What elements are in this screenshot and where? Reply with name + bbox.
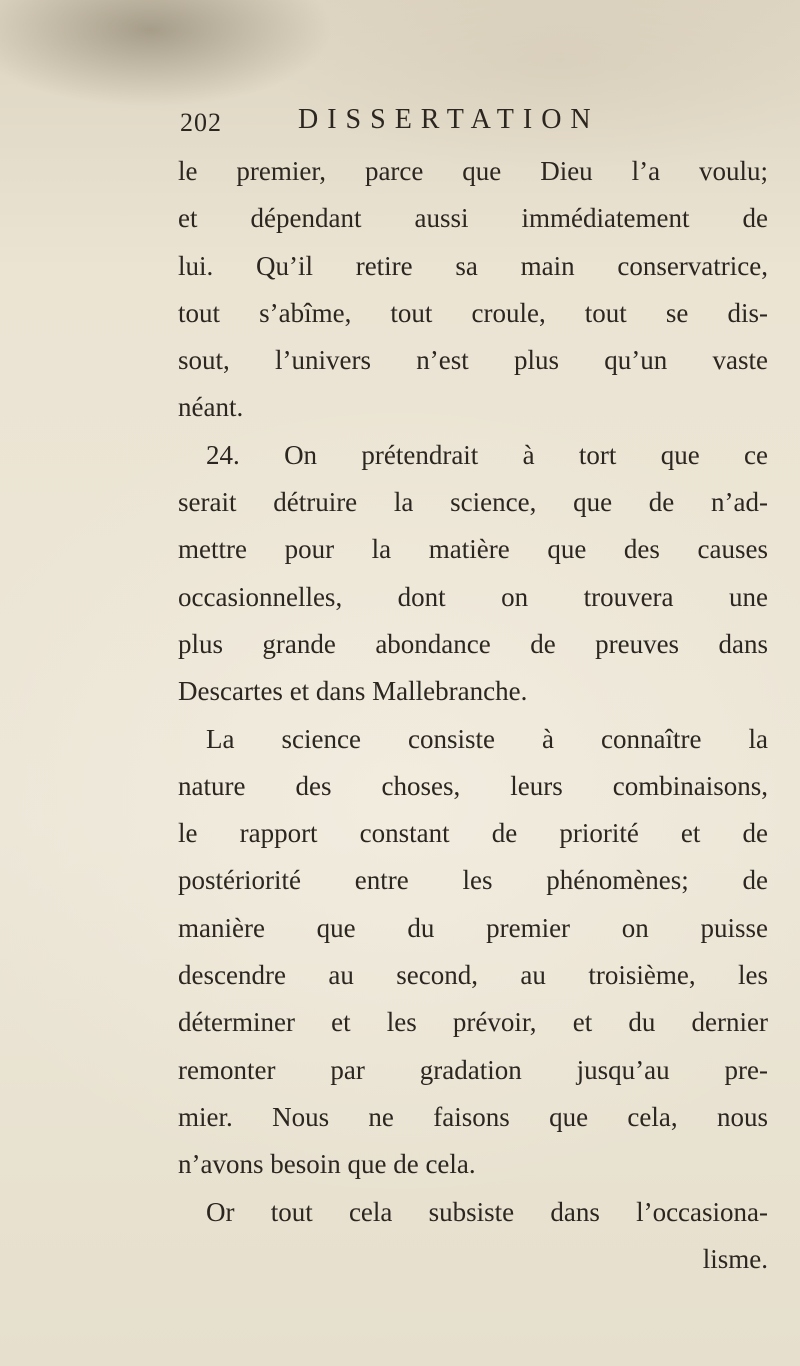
text-line: remonter par gradation jusqu’au pre- <box>178 1054 768 1085</box>
text-line: postériorité entre les phénomènes; de <box>178 865 768 896</box>
text-line: occasionnelles, dont on trouvera une <box>178 581 768 612</box>
text-line: le rapport constant de priorité et de <box>178 818 768 849</box>
paragraph-start: Or tout cela subsiste dans l’occasiona- <box>206 1196 768 1227</box>
text-line: tout s’abîme, tout croule, tout se dis- <box>178 297 768 328</box>
running-title: DISSERTATION <box>298 104 600 135</box>
text-line: nature des choses, leurs combinaisons, <box>178 770 768 801</box>
page-header <box>180 104 760 148</box>
text-line: le premier, parce que Dieu l’a voulu; <box>178 156 768 186</box>
paragraph-start: 24. On prétendrait à tort que ce <box>206 439 768 470</box>
page-number: 202 <box>180 108 222 137</box>
text-line: serait détruire la science, que de n’ad- <box>178 487 768 518</box>
text-line: sout, l’univers n’est plus qu’un vaste <box>178 345 768 376</box>
body-text <box>178 148 768 1283</box>
text-line: et dépendant aussi immédiatement de <box>178 203 768 234</box>
text-line: lisme. <box>702 1243 768 1274</box>
text-line: manière que du premier on puisse <box>178 912 768 943</box>
paragraph-start: La science consiste à connaître la <box>206 723 768 754</box>
text-line: lui. Qu’il retire sa main conservatrice, <box>178 250 768 281</box>
text-line: Descartes et dans Mallebranche. <box>178 676 528 707</box>
text-line: n’avons besoin que de cela. <box>178 1149 476 1180</box>
text-line: néant. <box>178 392 244 423</box>
text-line: déterminer et les prévoir, et du dernier <box>178 1007 768 1038</box>
text-line: mier. Nous ne faisons que cela, nous <box>178 1101 768 1132</box>
text-line: plus grande abondance de preuves dans <box>178 628 768 659</box>
text-line: descendre au second, au troisième, les <box>178 960 768 991</box>
text-line: mettre pour la matière que des causes <box>178 534 768 565</box>
